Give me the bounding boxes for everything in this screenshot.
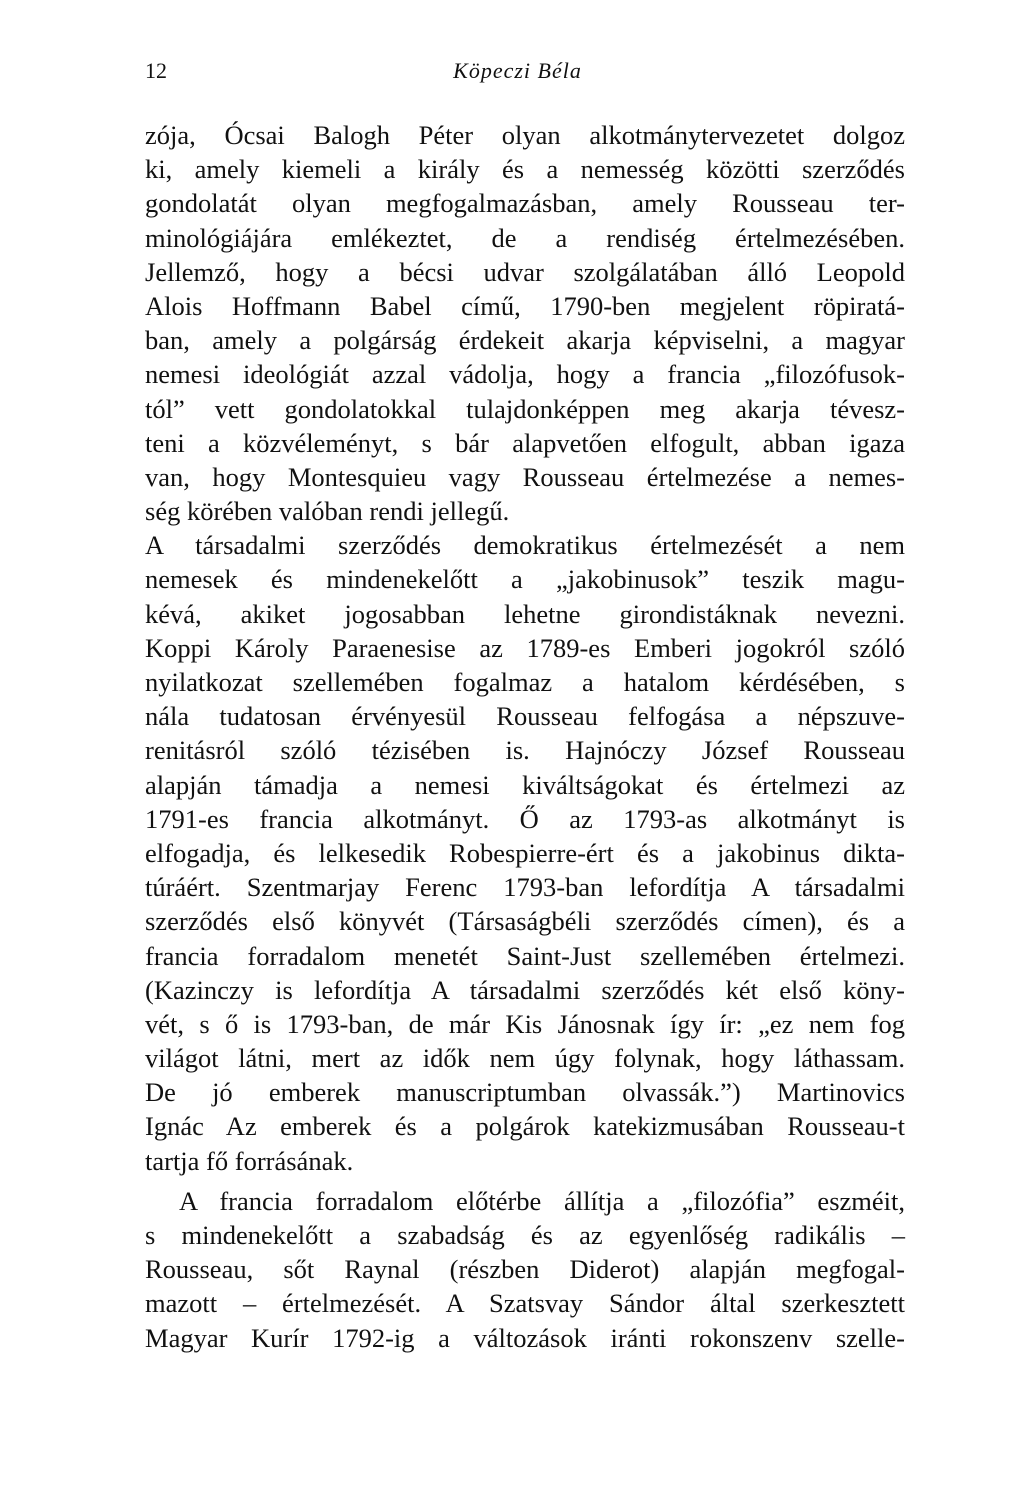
text-line: teni a közvéleményt, s bár alapvetően elfogult, abban igaza: [145, 427, 905, 458]
text-line: Jellemző, hogy a bécsi udvar szolgálatában álló Leopold: [145, 256, 905, 287]
text-line: 1791-es francia alkotmányt. Ő az 1793-as alkotmányt is: [145, 803, 905, 834]
text-line: zója, Ócsai Balogh Péter olyan alkotmánytervezetet dolgoz: [145, 120, 905, 150]
text-line: mazott – értelmezését. A Szatsvay Sándor által szerkesztett: [145, 1288, 905, 1319]
text-line: nála tudatosan érvényesül Rousseau felfogása a népszuve-: [145, 701, 905, 732]
text-line: vét, s ő is 1793-ban, de már Kis Jánosnak így ír: „ez nem fog: [145, 1008, 905, 1039]
text-line: nyilatkozat szellemében fogalmaz a hatalom kérdésében, s: [145, 667, 905, 697]
text-line: ség körében valóban rendi jellegű.: [145, 496, 510, 527]
text-line: van, hogy Montesquieu vagy Rousseau értelmezése a nemes-: [145, 461, 905, 492]
text-line: alapján támadja a nemesi kiváltságokat és értelmezi az: [145, 769, 905, 800]
text-line: nemesek és mindenekelőtt a „jakobinusok” teszik magu-: [145, 564, 905, 595]
text-line: elfogadja, és lelkesedik Robespierre-ért és a jakobinus dikta-: [145, 837, 905, 868]
page-number: 12: [145, 58, 167, 83]
text-line: Ignác Az emberek és a polgárok katekizmusában Rousseau-t: [145, 1111, 905, 1142]
page-header: [145, 58, 890, 90]
text-line: gondolatát olyan megfogalmazásban, amely Rousseau ter-: [145, 188, 905, 219]
text-line: Koppi Károly Paraenesise az 1789-es Emberi jogokról szóló: [145, 632, 905, 663]
running-title: Köpeczi Béla: [453, 58, 582, 83]
text-line: ban, amely a polgárság érdekeit akarja képviselni, a magyar: [145, 325, 905, 356]
text-line: tartja fő forrásának.: [145, 1145, 354, 1176]
body-text: [145, 118, 905, 1355]
text-line: szerződés első könyvét (Társaságbéli szerződés címen), és a: [145, 906, 905, 937]
text-line: (Kazinczy is lefordítja A társadalmi szerződés két első köny-: [145, 974, 905, 1005]
text-line: Magyar Kurír 1792-ig a változások iránti rokonszenv szelle-: [145, 1322, 905, 1353]
text-line: A társadalmi szerződés demokratikus értelmezését a nem: [145, 530, 905, 561]
text-line: túráért. Szentmarjay Ferenc 1793-ban lefordítja A társadalmi: [145, 872, 905, 903]
text-line: A francia forradalom előtérbe állítja a „filozófia” eszméit,: [179, 1185, 905, 1216]
text-line: nemesi ideológiát azzal vádolja, hogy a francia „filozófusok-: [145, 359, 905, 390]
text-line: s mindenekelőtt a szabadság és az egyenlőség radikális –: [145, 1220, 905, 1250]
text-line: minológiájára emlékeztet, de a rendiség értelmezésében.: [145, 222, 905, 253]
text-line: francia forradalom menetét Saint-Just szellemében értelmezi.: [145, 940, 905, 971]
text-line: Alois Hoffmann Babel című, 1790-ben megjelent röpiratá-: [145, 290, 905, 321]
text-line: tól” vett gondolatokkal tulajdonképpen meg akarja tévesz-: [145, 393, 905, 424]
text-line: renitásról szóló tézisében is. Hajnóczy József Rousseau: [145, 735, 905, 766]
text-line: ki, amely kiemeli a király és a nemesség közötti szerződés: [145, 154, 905, 185]
text-line: De jó emberek manuscriptumban olvassák.”) Martinovics: [145, 1077, 905, 1108]
text-line: világot látni, mert az idők nem úgy folynak, hogy láthassam.: [145, 1043, 905, 1074]
text-line: kévá, akiket jogosabban lehetne girondistáknak nevezni.: [145, 598, 905, 629]
text-line: Rousseau, sőt Raynal (részben Diderot) alapján megfogal-: [145, 1254, 905, 1285]
